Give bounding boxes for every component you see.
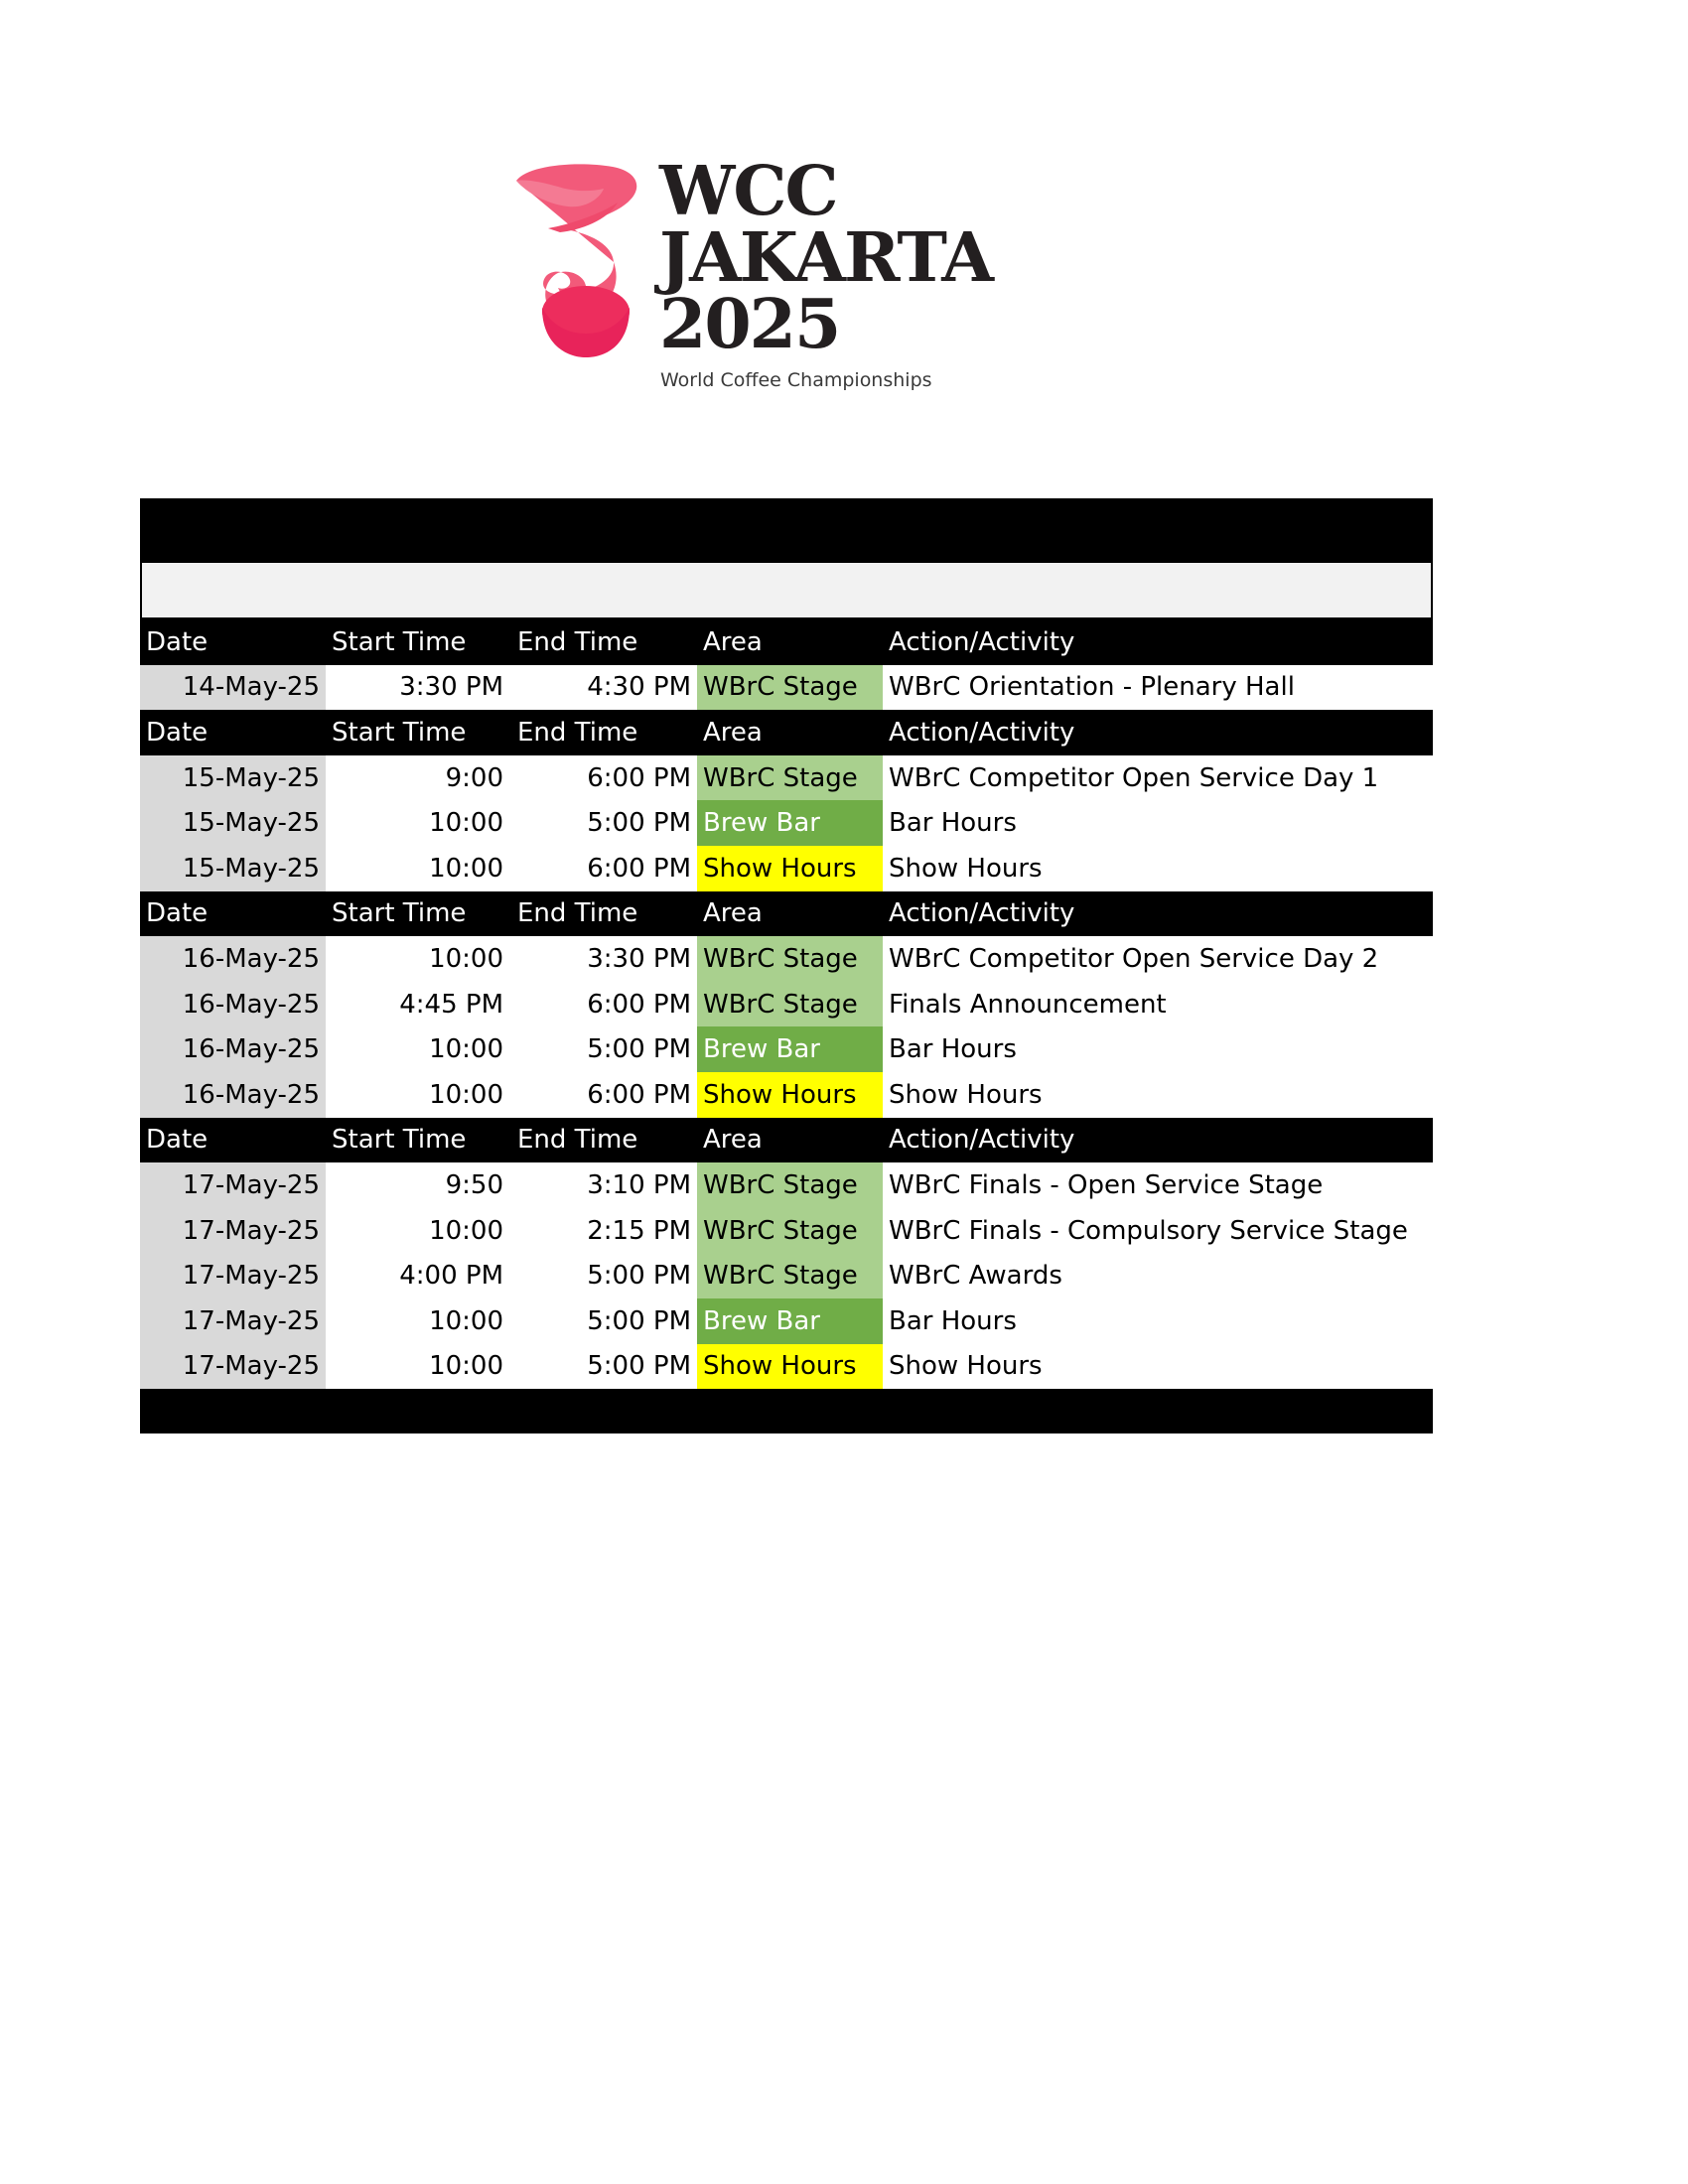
header-date: Date: [146, 717, 209, 748]
table-row: [140, 1026, 1433, 1072]
table-header-row: [140, 619, 1433, 665]
cell-area: Brew Bar: [697, 800, 883, 846]
header-area: Area: [703, 717, 763, 748]
header-action: Action/Activity: [889, 898, 1075, 929]
cell-action: WBrC Finals - Compulsory Service Stage: [889, 1215, 1408, 1246]
header-start: Start Time: [332, 898, 467, 929]
cell-start: 9:50: [445, 1169, 503, 1200]
cell-action: Bar Hours: [889, 1305, 1017, 1336]
cell-action: Show Hours: [889, 1351, 1043, 1382]
table-footer-bar: [140, 1389, 1433, 1433]
logo-wordmark: [659, 152, 992, 364]
header-end: End Time: [517, 626, 638, 657]
cell-action: WBrC Orientation - Plenary Hall: [889, 672, 1295, 703]
header-action: Action/Activity: [889, 1125, 1075, 1156]
header-date: Date: [146, 626, 209, 657]
header-start: Start Time: [332, 717, 467, 748]
cell-action: WBrC Awards: [889, 1261, 1062, 1292]
header-end: End Time: [517, 717, 638, 748]
cell-start: 10:00: [429, 1034, 503, 1065]
cell-area: Show Hours: [697, 1344, 883, 1390]
table-row: [140, 1208, 1433, 1254]
table-row: [140, 982, 1433, 1027]
cell-end: 5:00 PM: [587, 1351, 691, 1382]
table-row: [140, 1298, 1433, 1344]
cell-date: 17-May-25: [140, 1253, 326, 1298]
cell-area: WBrC Stage: [697, 1162, 883, 1208]
wcc-jakarta-logo: [508, 152, 1025, 397]
table-header-row: [140, 1118, 1433, 1163]
table-subtitle-bar: [140, 562, 1433, 619]
cell-end: 3:10 PM: [587, 1169, 691, 1200]
cell-date: 15-May-25: [140, 755, 326, 801]
cell-action: WBrC Competitor Open Service Day 1: [889, 762, 1379, 793]
logo-subtitle: World Coffee Championships: [660, 369, 932, 391]
cell-date: 16-May-25: [140, 1072, 326, 1118]
cell-start: 4:45 PM: [399, 989, 503, 1020]
cell-end: 5:00 PM: [587, 1261, 691, 1292]
cell-start: 10:00: [429, 1351, 503, 1382]
cell-date: 17-May-25: [140, 1298, 326, 1344]
cell-end: 5:00 PM: [587, 808, 691, 839]
logo-line-year: 2025: [659, 285, 840, 364]
schedule-sections: [140, 619, 1433, 1389]
cell-start: 10:00: [429, 943, 503, 974]
cell-date: 15-May-25: [140, 800, 326, 846]
table-title-bar: [140, 498, 1433, 562]
cell-start: 10:00: [429, 808, 503, 839]
cell-end: 6:00 PM: [587, 762, 691, 793]
cell-action: WBrC Finals - Open Service Stage: [889, 1169, 1324, 1200]
cell-start: 3:30 PM: [399, 672, 503, 703]
cell-end: 5:00 PM: [587, 1305, 691, 1336]
coffee-cup-logo-icon: [508, 159, 657, 357]
header-end: End Time: [517, 898, 638, 929]
cell-area: WBrC Stage: [697, 755, 883, 801]
logo-line-jakarta: JAKARTA: [659, 218, 992, 298]
cell-start: 9:00: [445, 762, 503, 793]
cell-date: 17-May-25: [140, 1344, 326, 1390]
cell-date: 16-May-25: [140, 982, 326, 1027]
cell-start: 10:00: [429, 853, 503, 884]
header-area: Area: [703, 1125, 763, 1156]
cell-end: 2:15 PM: [587, 1215, 691, 1246]
table-row: [140, 1253, 1433, 1298]
cell-area: WBrC Stage: [697, 665, 883, 711]
header-action: Action/Activity: [889, 626, 1075, 657]
table-header-row: [140, 891, 1433, 937]
cell-date: 14-May-25: [140, 665, 326, 711]
cell-date: 17-May-25: [140, 1162, 326, 1208]
cell-date: 15-May-25: [140, 846, 326, 891]
table-row: [140, 800, 1433, 846]
cell-area: Brew Bar: [697, 1026, 883, 1072]
logo-line-wcc: WCC: [659, 152, 837, 231]
cell-action: Bar Hours: [889, 808, 1017, 839]
cell-area: WBrC Stage: [697, 1208, 883, 1254]
cell-area: Show Hours: [697, 1072, 883, 1118]
cell-action: Bar Hours: [889, 1034, 1017, 1065]
cell-end: 6:00 PM: [587, 853, 691, 884]
cell-area: WBrC Stage: [697, 1253, 883, 1298]
cell-start: 10:00: [429, 1305, 503, 1336]
cell-action: Show Hours: [889, 853, 1043, 884]
header-date: Date: [146, 1125, 209, 1156]
header-start: Start Time: [332, 1125, 467, 1156]
cell-end: 6:00 PM: [587, 1079, 691, 1110]
cell-start: 10:00: [429, 1079, 503, 1110]
cell-end: 6:00 PM: [587, 989, 691, 1020]
cell-action: WBrC Competitor Open Service Day 2: [889, 943, 1379, 974]
cell-end: 4:30 PM: [587, 672, 691, 703]
table-header-row: [140, 710, 1433, 755]
cell-date: 16-May-25: [140, 936, 326, 982]
header-area: Area: [703, 898, 763, 929]
table-row: [140, 1072, 1433, 1118]
cell-start: 4:00 PM: [399, 1261, 503, 1292]
table-row: [140, 846, 1433, 891]
cell-area: WBrC Stage: [697, 936, 883, 982]
cell-end: 3:30 PM: [587, 943, 691, 974]
schedule-table: [140, 498, 1433, 1433]
table-row: [140, 755, 1433, 801]
table-row: [140, 936, 1433, 982]
cell-date: 16-May-25: [140, 1026, 326, 1072]
header-end: End Time: [517, 1125, 638, 1156]
cell-date: 17-May-25: [140, 1208, 326, 1254]
table-row: [140, 665, 1433, 711]
cell-start: 10:00: [429, 1215, 503, 1246]
header-date: Date: [146, 898, 209, 929]
cell-end: 5:00 PM: [587, 1034, 691, 1065]
table-row: [140, 1344, 1433, 1390]
cell-area: Show Hours: [697, 846, 883, 891]
table-row: [140, 1162, 1433, 1208]
header-action: Action/Activity: [889, 717, 1075, 748]
cell-action: Finals Announcement: [889, 989, 1167, 1020]
header-start: Start Time: [332, 626, 467, 657]
cell-area: Brew Bar: [697, 1298, 883, 1344]
cell-area: WBrC Stage: [697, 982, 883, 1027]
header-area: Area: [703, 626, 763, 657]
cell-action: Show Hours: [889, 1079, 1043, 1110]
